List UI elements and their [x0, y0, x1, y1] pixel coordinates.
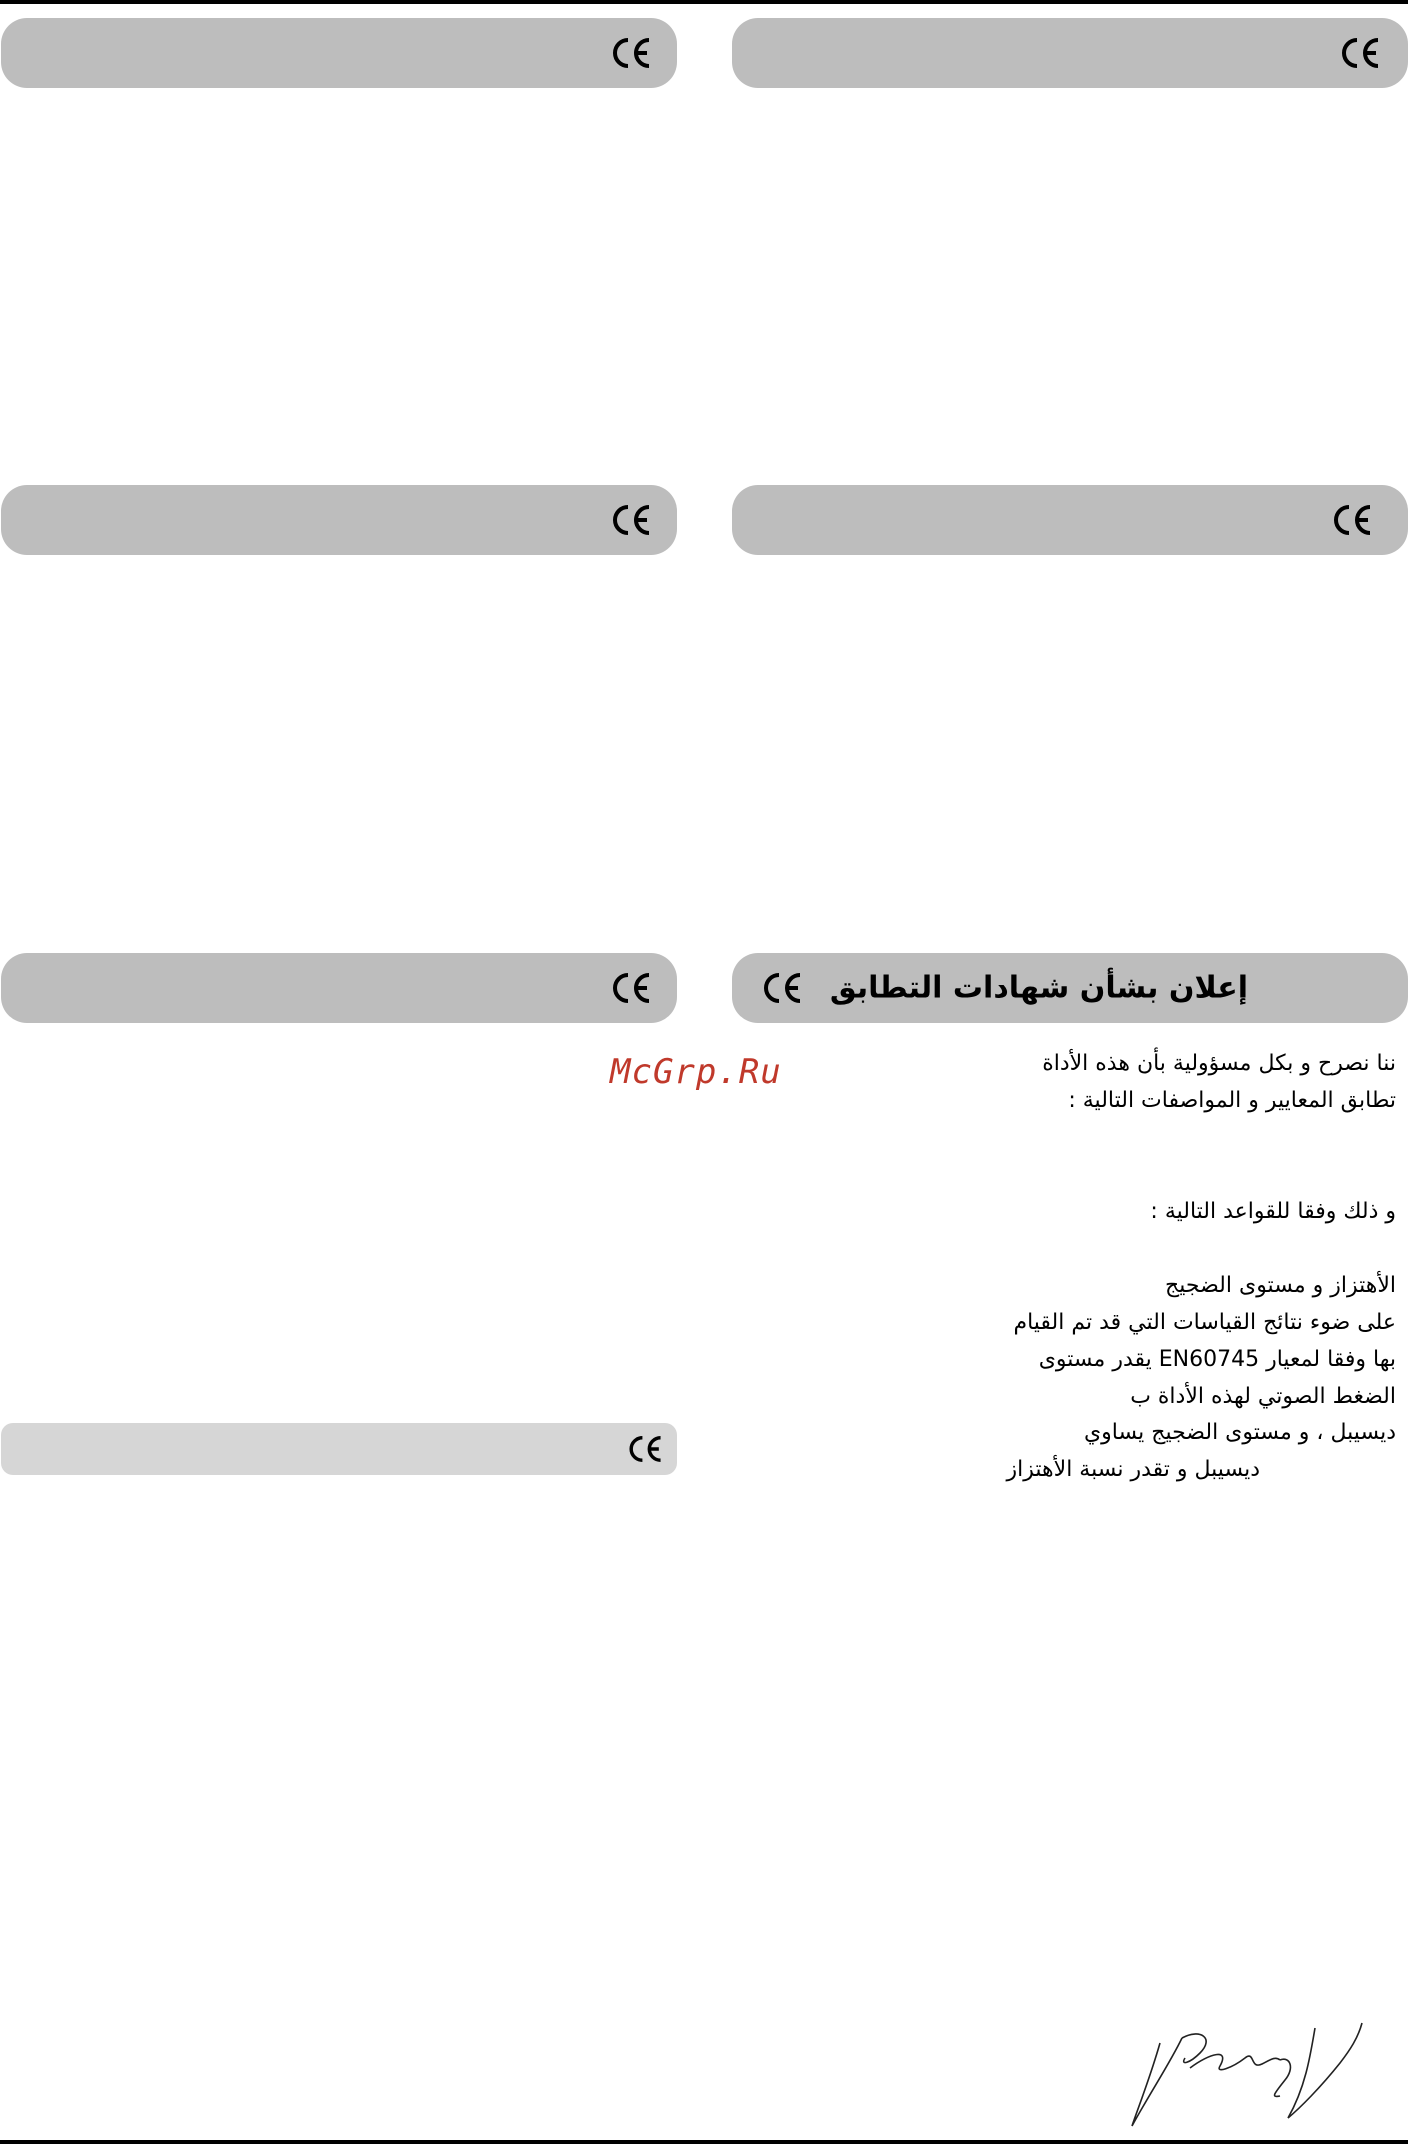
ce-mark-icon: [1330, 502, 1374, 538]
ce-mark-icon: [1338, 35, 1382, 71]
ce-mark-icon: [609, 35, 653, 71]
header-bar-left-2: [1, 485, 677, 555]
declaration-line: الأهتزاز و مستوى الضجيج: [1165, 1273, 1396, 1298]
watermark: McGrp.Ru: [610, 1052, 782, 1092]
ce-mark-icon: [760, 970, 804, 1006]
ce-mark-icon: [626, 1433, 664, 1465]
header-bar-left-4: [1, 1423, 677, 1475]
bottom-rule: [0, 2140, 1408, 2144]
header-bar-right-2: [732, 485, 1408, 555]
header-bar-left-1: [1, 18, 677, 88]
header-bar-right-1: [732, 18, 1408, 88]
declaration-title: إعلان بشأن شهادات التطابق: [829, 970, 1248, 1006]
declaration-line: ننا نصرح و بكل مسؤولية بأن هذه الأداة: [1042, 1051, 1396, 1076]
declaration-line: على ضوء نتائج القياسات التي قد تم القيام: [1013, 1310, 1396, 1335]
declaration-line: ديسيبل ، و مستوى الضجيج يساوي: [1083, 1420, 1396, 1445]
declaration-line: الضغط الصوتي لهذه الأداة ب: [1130, 1384, 1396, 1409]
declaration-line: بها وفقا لمعيار EN60745 يقدر مستوى: [1038, 1347, 1396, 1372]
ce-mark-icon: [609, 502, 653, 538]
signature: [1120, 2008, 1370, 2133]
top-rule: [0, 0, 1408, 4]
header-bar-left-3: [1, 953, 677, 1023]
ce-mark-icon: [609, 970, 653, 1006]
declaration-header-bar: [732, 953, 1408, 1023]
declaration-line: و ذلك وفقا للقواعد التالية :: [1150, 1199, 1396, 1224]
declaration-line: ديسيبل و تقدر نسبة الأهتزاز: [1006, 1457, 1260, 1482]
declaration-line: تطابق المعايير و المواصفات التالية :: [1068, 1088, 1396, 1113]
